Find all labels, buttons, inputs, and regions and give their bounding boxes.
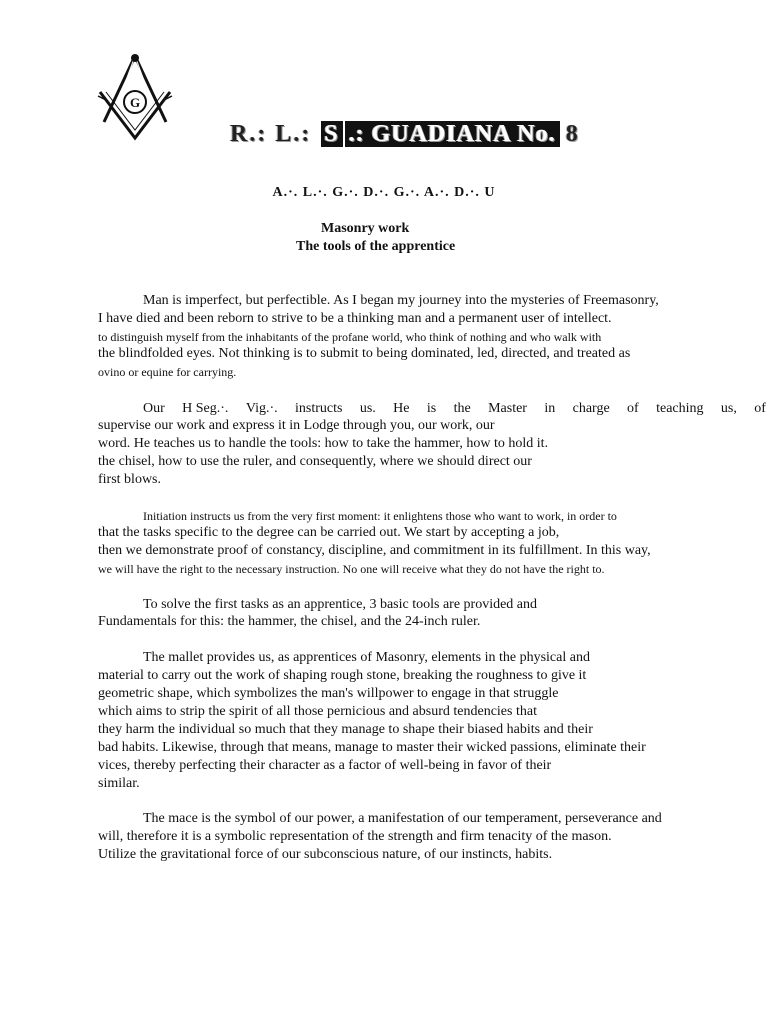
- paragraph-2-first-line: [143, 400, 766, 418]
- paragraph-6-line: The mace is the symbol of our power, a manifestation of our temperament, perseverance and: [143, 811, 662, 826]
- paragraph-2-word: of: [754, 401, 766, 416]
- paragraph-2-word: Vig.·.: [245, 401, 278, 416]
- paragraph-2-word: in: [544, 401, 556, 416]
- paragraph-1-line: I have died and been reborn to strive to be a thinking man and a permanent user of intellect.: [98, 311, 612, 326]
- paragraph-5-line: geometric shape, which symbolizes the man's willpower to engage in that struggle: [98, 686, 559, 701]
- paragraph-2-word: teaching: [656, 401, 704, 416]
- lodge-title-s: S: [321, 121, 342, 147]
- document-subtitle: The tools of the apprentice: [296, 239, 456, 254]
- paragraph-5-line: which aims to strip the spirit of all those pernicious and absurd tendencies that: [98, 704, 537, 719]
- lodge-title-name: .: GUADIANA No.: [345, 121, 560, 147]
- lodge-title: [230, 118, 580, 150]
- paragraph-2-word: us,: [720, 401, 737, 416]
- paragraph-6-line: will, therefore it is a symbolic representation of the strength and firm tenacity of the mason.: [98, 829, 612, 844]
- dedication-line: A.·. L.·. G.·. D.·. G.·. A.·. D.·. U: [272, 185, 496, 200]
- square-and-compass-emblem: [96, 52, 174, 142]
- paragraph-1-line: to distinguish myself from the inhabitants of the profane world, who think of nothing and who walk with: [98, 330, 602, 344]
- svg-text:G: G: [129, 95, 141, 110]
- paragraph-2-word: us.: [359, 401, 376, 416]
- lodge-title-prefix: R.: L.:: [230, 121, 320, 147]
- paragraph-2-word: He: [393, 401, 410, 416]
- paragraph-5-line: similar.: [98, 776, 140, 791]
- paragraph-2-line: the chisel, how to use the ruler, and consequently, where we should direct our: [98, 454, 532, 469]
- paragraph-5-line: bad habits. Likewise, through that means, manage to master their wicked passions, eliminate their: [98, 740, 646, 755]
- paragraph-2-word: the: [453, 401, 471, 416]
- paragraph-4-line: To solve the first tasks as an apprentice, 3 basic tools are provided and: [143, 597, 538, 612]
- paragraph-2-word: Our: [143, 401, 165, 416]
- paragraph-2-word: H Seg.·.: [182, 401, 229, 416]
- paragraph-5-line: vices, thereby perfecting their character as a factor of well-being in favor of their: [98, 758, 552, 773]
- paragraph-1-line: the blindfolded eyes. Not thinking is to submit to being dominated, led, directed, and treated as: [98, 346, 631, 361]
- paragraph-2-word: instructs: [295, 401, 343, 416]
- paragraph-2-word: Master: [488, 401, 527, 416]
- paragraph-1-line: Man is imperfect, but perfectible. As I began my journey into the mysteries of Freemasonry,: [143, 293, 659, 308]
- paragraph-1-line: ovino or equine for carrying.: [98, 365, 237, 379]
- paragraph-2-word: charge: [572, 401, 610, 416]
- paragraph-3-line: then we demonstrate proof of constancy, discipline, and commitment in its fulfillment. In this way,: [98, 543, 651, 558]
- paragraph-3-line: that the tasks specific to the degree can be carried out. We start by accepting a job,: [98, 525, 560, 540]
- paragraph-5-line: The mallet provides us, as apprentices of Masonry, elements in the physical and: [143, 650, 590, 665]
- lodge-title-number: 8: [565, 121, 580, 147]
- paragraph-3-line: we will have the right to the necessary instruction. No one will receive what they do not have the right to.: [98, 562, 605, 576]
- paragraph-2-line: supervise our work and express it in Lodge through you, our work, our: [98, 418, 495, 433]
- paragraph-6-line: Utilize the gravitational force of our subconscious nature, of our instincts, habits.: [98, 847, 553, 862]
- paragraph-3-line: Initiation instructs us from the very first moment: it enlightens those who want to work, in order to: [143, 509, 617, 523]
- paragraph-5-line: they harm the individual so much that they manage to shape their biased habits and their: [98, 722, 593, 737]
- paragraph-5-line: material to carry out the work of shaping rough stone, breaking the roughness to give it: [98, 668, 587, 683]
- paragraph-2-word: of: [627, 401, 639, 416]
- paragraph-2-line: word. He teaches us to handle the tools: how to take the hammer, how to hold it.: [98, 436, 549, 451]
- document-title: Masonry work: [321, 221, 410, 236]
- paragraph-2-word: is: [426, 401, 437, 416]
- paragraph-2-line: first blows.: [98, 472, 161, 487]
- paragraph-4-line: Fundamentals for this: the hammer, the chisel, and the 24-inch ruler.: [98, 614, 481, 629]
